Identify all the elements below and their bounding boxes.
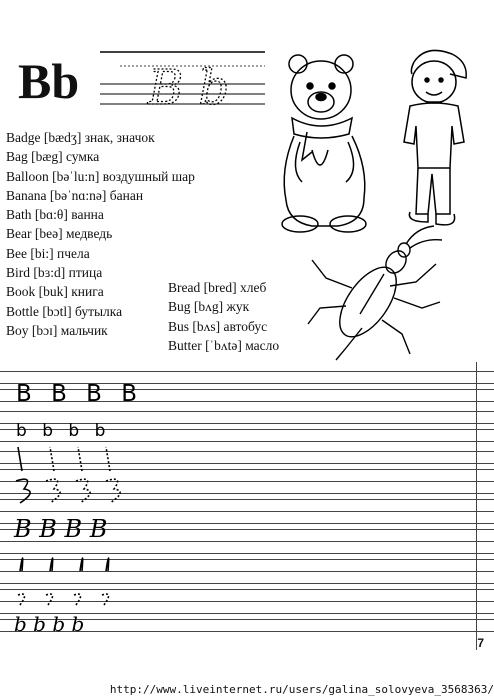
word-entry: Bus [bʌs] автобус xyxy=(168,318,268,334)
practice-area xyxy=(0,365,494,655)
word-entry: Boy [bɔɪ] мальчик xyxy=(6,322,108,338)
cursive-stroke-practice xyxy=(10,445,150,645)
page-title: Bb xyxy=(18,53,80,109)
word-entry: Bug [bʌg] жук xyxy=(168,299,250,315)
word-entry: Bread [bred] хлеб xyxy=(168,280,267,295)
page-number: 7 xyxy=(477,636,484,650)
word-entry: Bath [bɑ:θ] ванна xyxy=(6,207,104,223)
margin-line xyxy=(476,362,477,650)
boy-illustration xyxy=(396,44,478,236)
practice-row-lowercase: b b b b xyxy=(16,421,111,441)
word-entry: Book [buk] книга xyxy=(6,284,104,300)
word-entry: Bottle [bɔtl] бутылка xyxy=(6,303,123,319)
word-entry: Bear [beə] медведь xyxy=(6,226,113,242)
word-entry: Butter [ˈbʌtə] масло xyxy=(168,337,280,353)
svg-text:b b b b: b b b b xyxy=(14,612,85,636)
watermark-url: http://www.liveinternet.ru/users/galina_solovyeva_3568363/ xyxy=(109,683,494,696)
practice-row-uppercase: B B B B xyxy=(16,381,144,407)
word-entry: Bee [bi:] пчела xyxy=(6,245,90,261)
word-entry: Banana [bəˈnɑ:nə] банан xyxy=(6,187,144,203)
word-list-left xyxy=(6,128,195,340)
word-entry: Bag [bæg] сумка xyxy=(6,149,100,165)
script-letter-header xyxy=(100,46,270,112)
word-entry: Balloon [bəˈlu:n] воздушный шар xyxy=(6,168,195,184)
bear-illustration xyxy=(272,50,382,235)
word-entry: Bird [bɜ:d] птица xyxy=(6,265,103,281)
word-list-right xyxy=(168,278,279,355)
word-entry: Badge [bædʒ] знак, значок xyxy=(6,130,155,145)
script-letter-text: B b xyxy=(148,60,230,112)
bug-illustration xyxy=(306,224,446,364)
svg-text:B B B B: B B B B xyxy=(14,515,108,543)
